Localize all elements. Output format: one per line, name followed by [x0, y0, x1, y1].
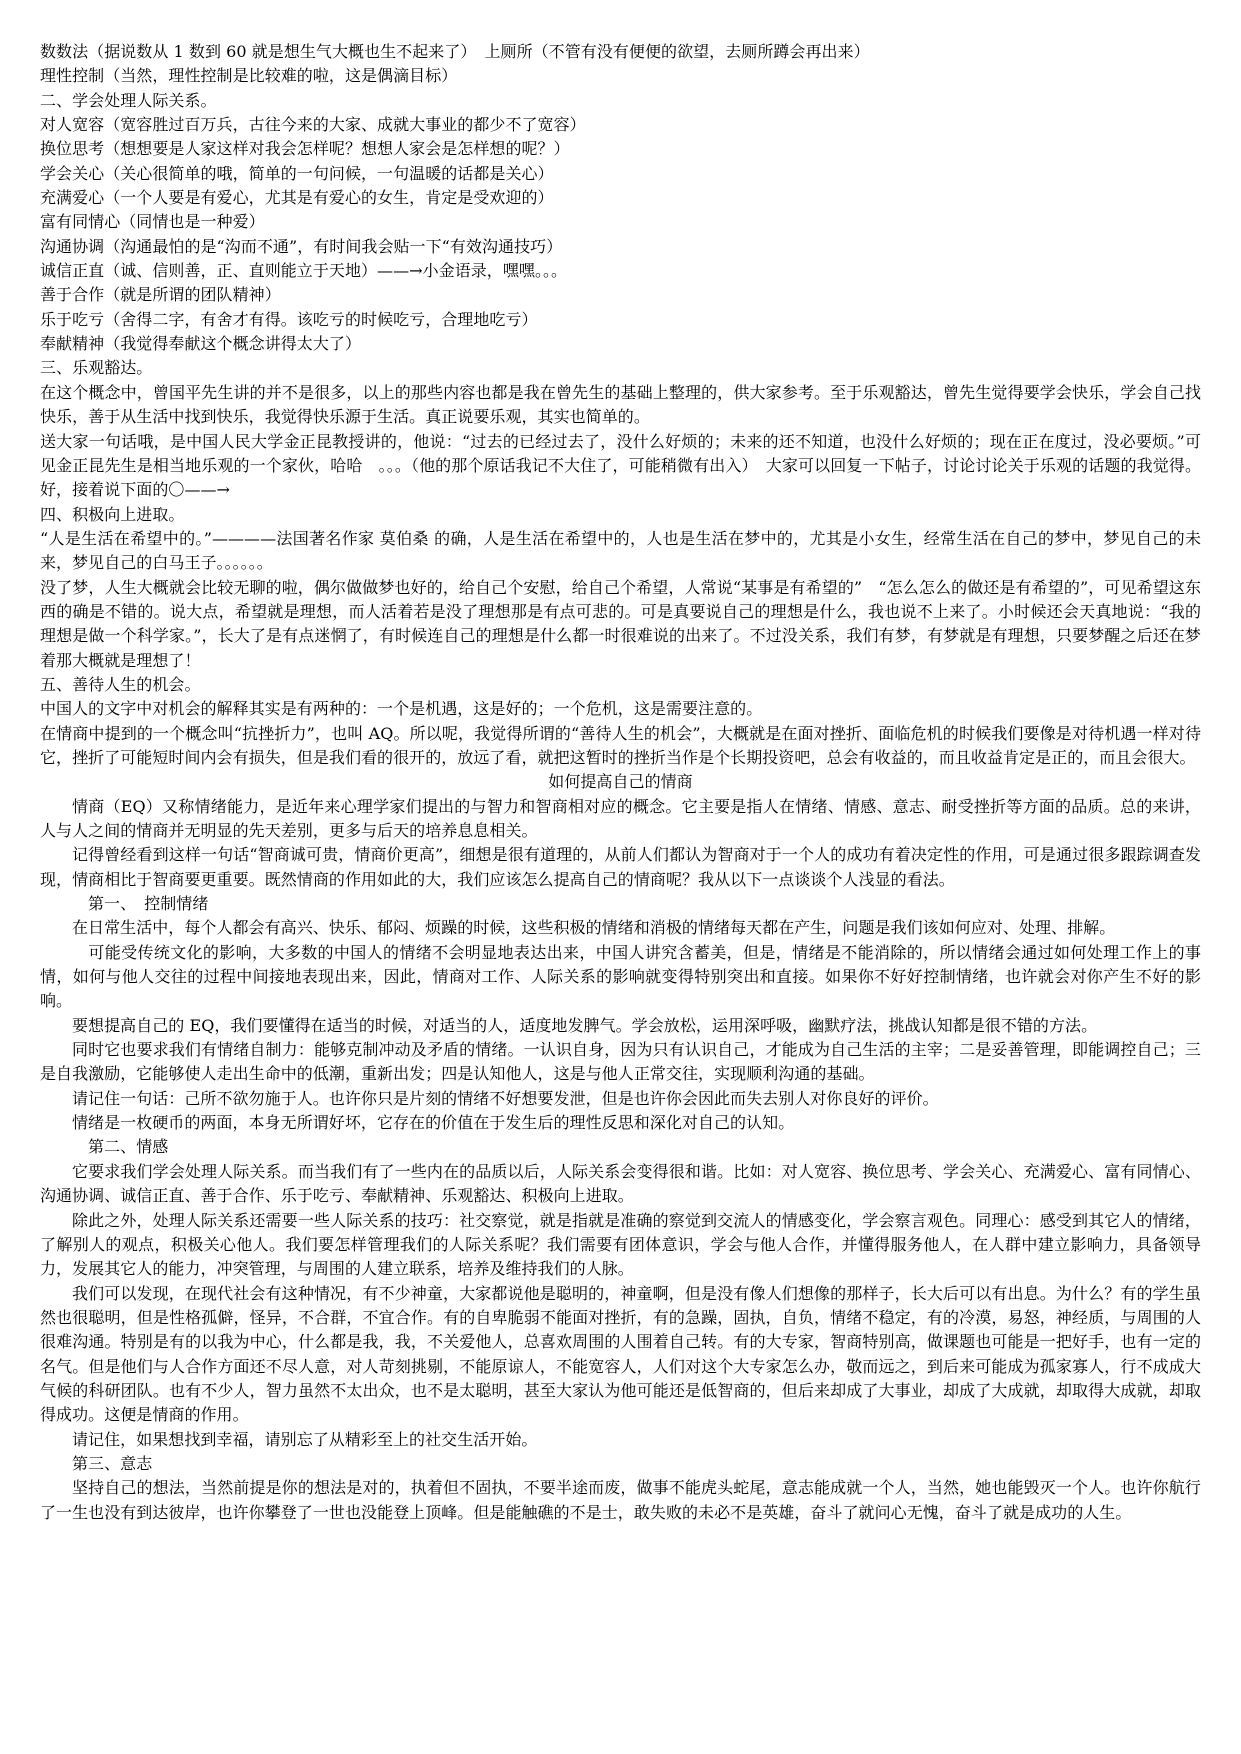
- list-item: 对人宽容（宽容胜过百万兵，古往今来的大家、成就大事业的都少不了宽容）: [40, 115, 586, 135]
- paragraph: 请记住，如果想找到幸福，请别忘了从精彩至上的社交生活开始。: [72, 1429, 538, 1449]
- paragraph: 它要求我们学会处理人际关系。而当我们有了一些内在的品质以后，人际关系会变得很和谐。比如：对人宽容、换位思考、学会关心、充满爱心、富有同情心、沟通协调、诚信正直、善于合作、乐于吃亏、奉献精神、乐观豁达、积极向上进取。: [40, 1161, 1201, 1206]
- list-item: 诚信正直（诚、信则善，正、直则能立于天地）——→小金语录，嘿嘿。。。: [40, 261, 568, 281]
- paragraph: 理性控制（当然，理性控制是比较难的啦，这是偶滴目标）: [40, 66, 458, 86]
- paragraph: 在情商中提到的一个概念叫“抗挫折力”，也叫 AQ。所以呢，我觉得所谓的“善待人生的机会”，大概就是在面对挫折、面临危机的时候我们要像是对待机遇一样对待它，挫折了可能短时间内会有损失，但是我们看的很开的，放远了看，就把这暂时的挫折当作是个长期投资吧，总会有收益的，而且收益肯定是正的，而且会很大。: [40, 723, 1201, 767]
- paragraph: 情商（EQ）又称情绪能力，是近年来心理学家们提出的与智力和智商相对应的概念。它主要是指人在情绪、情感、意志、耐受挫折等方面的品质。总的来讲，人与人之间的情商并无明显的先天差别，更多与后天的培养息息相关。: [40, 796, 1201, 840]
- list-item: 充满爱心（一个人要是有爱心，尤其是有爱心的女生，肯定是受欢迎的）: [40, 188, 554, 208]
- list-item: 乐于吃亏（舍得二字，有舍才有得。该吃亏的时候吃亏，合理地吃亏）: [40, 309, 538, 329]
- document-body: [40, 40, 1201, 1525]
- paragraph: 数数法（据说数从 1 数到 60 就是想生气大概也生不起来了） 上厕所（不管有没有便便的欲望，去厕所蹲会再出来）: [40, 42, 870, 61]
- subsection-heading: 第三、意志: [72, 1453, 153, 1473]
- paragraph: 在这个概念中，曾国平先生讲的并不是很多，以上的那些内容也都是我在曾先生的基础上整理的，供大家参考。至于乐观豁达，曾先生觉得要学会快乐，学会自己找快乐，善于从生活中找到快乐，我觉得快乐源于生活。真正说要乐观，其实也简单的。: [40, 382, 1201, 427]
- paragraph: 同时它也要求我们有情绪自制力：能够克制冲动及矛盾的情绪。一认识自身，因为只有认识自己，才能成为自己生活的主宰；二是妥善管理，即能调控自己；三是自我激励，它能够使人走出生命中的低潮，重新出发；四是认知他人，这是与他人正常交往，实现顺利沟通的基础。: [40, 1040, 1201, 1084]
- paragraph: 要想提高自己的 EQ，我们要懂得在适当的时候，对适当的人，适度地发脾气。学会放松，运用深呼吸，幽默疗法，挑战认知都是很不错的方法。: [72, 1015, 1098, 1035]
- paragraph: 记得曾经看到这样一句话“智商诚可贵，情商价更高”，细想是很有道理的，从前人们都认为智商对于一个人的成功有着决定性的作用，可是通过很多跟踪调查发现，情商相比于智商要更重要。既然情商的作用如此的大，我们应该怎么提高自己的情商呢？我从以下一点谈谈个人浅显的看法。: [40, 845, 1201, 889]
- paragraph: 坚持自己的想法，当然前提是你的想法是对的，执着但不固执，不要半途而废，做事不能虎头蛇尾，意志能成就一个人，当然，她也能毁灭一个人。也许你航行了一生也没有到达彼岸，也许你攀登了一世也没能登上顶峰。但是能触礁的不是士，敢失败的未必不是英雄，奋斗了就问心无愧，奋斗了就是成功的人生。: [40, 1478, 1201, 1522]
- paragraph: 送大家一句话哦，是中国人民大学金正昆教授讲的，他说：“过去的已经过去了，没什么好烦的；未来的还不知道，也没什么好烦的；现在正在度过，没必要烦。”可见金正昆先生是相当地乐观的一个家伙，哈哈 。。。（他的那个原话我记不大住了，可能稍微有出入） 大家可以回复一下帖子，讨论讨论关于乐观的话题的我觉得。好，接着说下面的〇——→: [40, 431, 1201, 500]
- list-item: 沟通协调（沟通最怕的是“沟而不通”，有时间我会贴一下“有效沟通技巧）: [40, 236, 563, 256]
- paragraph: 在日常生活中，每个人都会有高兴、快乐、郁闷、烦躁的时候，这些积极的情绪和消极的情绪每天都在产生，问题是我们该如何应对、处理、排解。: [72, 918, 1116, 938]
- paragraph: 我们可以发现，在现代社会有这种情况，有不少神童，大家都说他是聪明的，神童啊，但是没有像人们想像的那样子，长大后可以有出息。为什么？有的学生虽然也很聪明，但是性格孤僻，怪异，不合群，不宜合作。有的自卑脆弱不能面对挫折，有的急躁，固执，自负，情绪不稳定，有的冷漠，易怒，神经质，与周围的人很难沟通。特别是有的以我为中心，什么都是我，我，不关爱他人，总喜欢周围的人围着自己转。有的大专家，智商特别高，做课题也可能是一把好手，也有一定的名气。但是他们与人合作方面还不尽人意，对人苛刻挑剔，不能原谅人，不能宽容人，人们对这个大专家怎么办，敬而远之，到后来可能成为孤家寡人，行不成成大气候的科研团队。也有不少人，智力虽然不太出众，也不是太聪明，甚至大家认为他可能还是低智商的，但后来却成了大事业，却成了大成就，却取得大成就，却取得成功。这便是情商的作用。: [40, 1283, 1201, 1425]
- paragraph: 可能受传统文化的影响，大多数的中国人的情绪不会明显地表达出来，中国人讲究含蓄美，但是，情绪是不能消除的，所以情绪会通过如何处理工作上的事情，如何与他人交往的过程中间接地表现出来，因此，情商对工作、人际关系的影响就变得特别突出和直接。如果你不好好控制情绪，也许就会对你产生不好的影响。: [40, 942, 1201, 1011]
- paragraph: 没了梦，人生大概就会比较无聊的啦，偶尔做做梦也好的，给自己个安慰，给自己个希望，人常说“某事是有希望的” “怎么怎么的做还是有希望的”，可见希望这东西的确是不错的。说大点，希望就是理想，而人活着若是没了理想那是有点可悲的。可是真要说自己的理想是什么，我也说不上来了。小时候还会天真地说：“我的理想是做一个科学家。”，长大了是有点迷惘了，有时候连自己的理想是什么都一时很难说的出来了。不过没关系，我们有梦，有梦就是有理想，只要梦醒之后还在梦着那大概就是理想了！: [40, 577, 1201, 670]
- article-title: 如何提高自己的情商: [548, 772, 693, 792]
- list-item: 学会关心（关心很简单的哦，简单的一句问候，一句温暖的话都是关心）: [40, 163, 554, 183]
- section-heading: 四、积极向上进取。: [40, 504, 185, 524]
- list-item: 富有同情心（同情也是一种爱）: [40, 212, 265, 232]
- paragraph: “人是生活在希望中的。”————法国著名作家 莫伯桑 的确，人是生活在希望中的，人也是生活在梦中的，尤其是小女生，经常生活在自己的梦中，梦见自己的未来，梦见自己的白马王子。。。。。。: [40, 528, 1201, 573]
- subsection-heading: 第二、情感: [72, 1137, 169, 1157]
- subsection-heading: 第一、 控制情绪: [88, 894, 209, 914]
- section-heading: 五、善待人生的机会。: [40, 674, 201, 694]
- section-heading: 二、学会处理人际关系。: [40, 90, 217, 110]
- list-item: 奉献精神（我觉得奉献这个概念讲得太大了）: [40, 334, 362, 354]
- list-item: 换位思考（想想要是人家这样对我会怎样呢？想想人家会是怎样想的呢？）: [40, 139, 570, 159]
- paragraph: 中国人的文字中对机会的解释其实是有两种的：一个是机遇，这是好的；一个危机，这是需要注意的。: [40, 699, 763, 719]
- paragraph: 请记住一句话：己所不欲勿施于人。也许你只是片刻的情绪不好想要发泄，但是也许你会因此而失去别人对你良好的评价。: [72, 1088, 939, 1108]
- section-heading: 三、乐观豁达。: [40, 358, 153, 378]
- list-item: 善于合作（就是所谓的团队精神）: [40, 285, 281, 305]
- paragraph: 情绪是一枚硬币的两面，本身无所谓好坏，它存在的价值在于发生后的理性反思和深化对自己的认知。: [72, 1113, 795, 1133]
- paragraph: 除此之外，处理人际关系还需要一些人际关系的技巧：社交察觉，就是指就是准确的察觉到交流人的情感变化，学会察言观色。同理心：感受到其它人的情绪，了解别人的观点，积极关心他人。我们要怎样管理我们的人际关系呢？我们需要有团体意识，学会与他人合作，并懂得服务他人，在人群中建立影响力，具备领导力，发展其它人的能力，冲突管理，与周围的人建立联系，培养及维持我们的人脉。: [40, 1210, 1201, 1279]
